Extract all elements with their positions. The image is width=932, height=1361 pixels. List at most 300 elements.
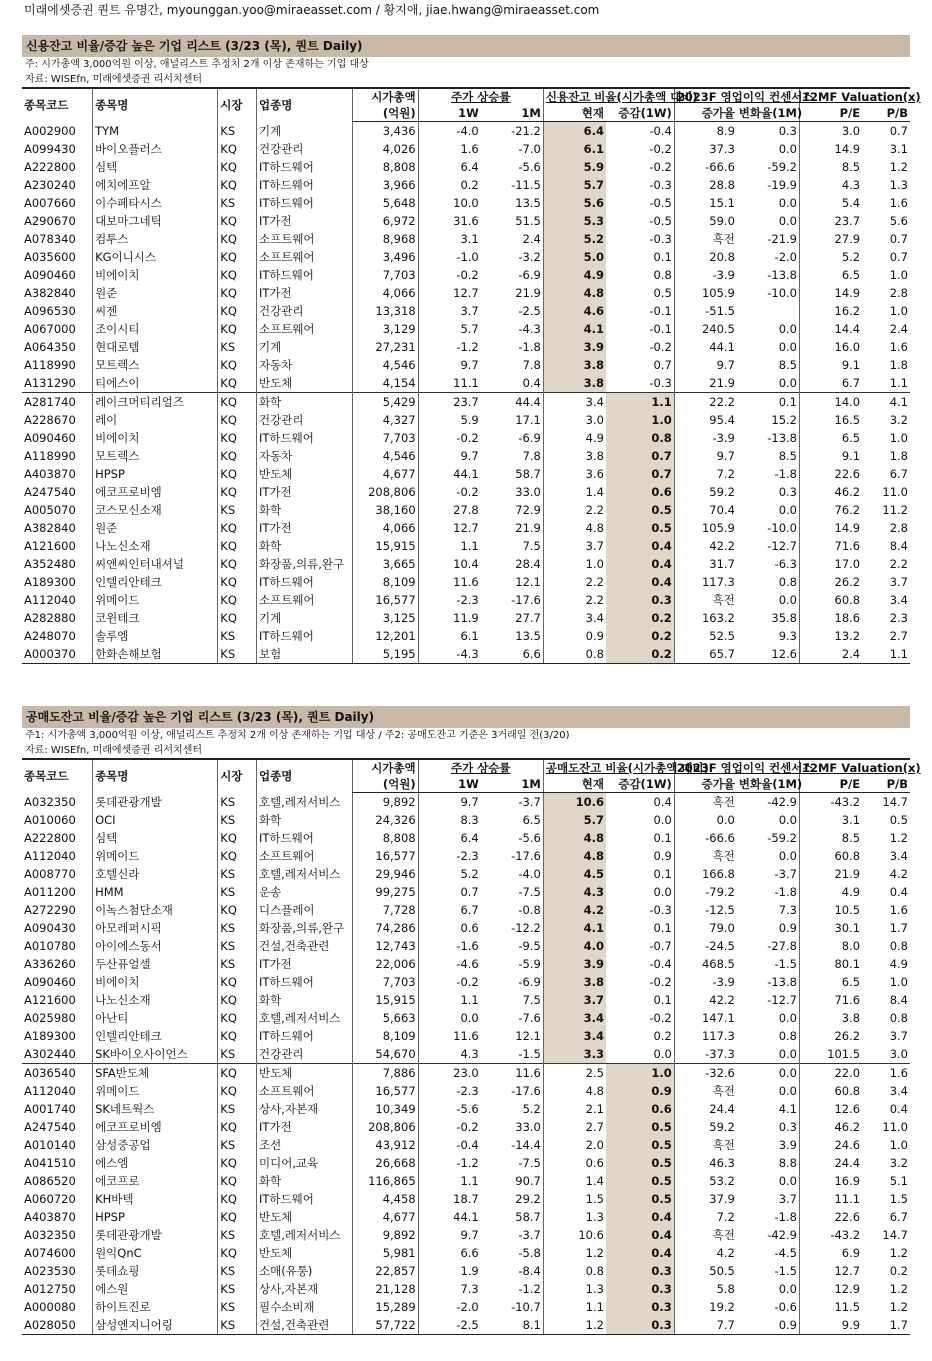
cell-return-1m: 33.0 xyxy=(515,485,541,499)
cell-return-1w: 27.8 xyxy=(418,501,481,519)
table-row xyxy=(22,284,910,302)
cell-op-revision: -1.5 xyxy=(774,1264,797,1278)
cell-code: A041510 xyxy=(24,1156,76,1170)
cell-return-1m: -17.6 xyxy=(511,849,541,863)
cell-op-revision: 3.7 xyxy=(778,1192,797,1206)
cell-op-revision: 0.0 xyxy=(737,1064,800,1083)
cell-ratio-change: 0.4 xyxy=(606,1226,674,1244)
table-row xyxy=(22,122,910,141)
cell-op-growth: 46.3 xyxy=(674,1154,737,1172)
cell-return-1m: -4.3 xyxy=(518,322,541,336)
cell-market-cap: 4,327 xyxy=(352,411,418,429)
cell-market: KQ xyxy=(218,573,257,591)
cell-code: A247540 xyxy=(24,1120,76,1134)
cell-op-growth: 9.7 xyxy=(674,447,737,465)
cell-code: A000080 xyxy=(24,1300,76,1314)
cell-pe: 17.0 xyxy=(800,555,863,573)
cell-return-1m: -1.8 xyxy=(518,340,541,354)
cell-ratio-current: 3.8 xyxy=(543,356,606,374)
cell-market: KQ xyxy=(218,411,257,429)
cell-ratio-change: 0.3 xyxy=(606,1280,674,1298)
cell-pb: 0.7 xyxy=(889,124,908,138)
cell-pe: 6.5 xyxy=(800,429,863,447)
cell-op-growth: 21.9 xyxy=(674,374,737,393)
table-row xyxy=(22,1298,910,1316)
cell-name: 비에이치 xyxy=(93,266,218,284)
cell-market-cap: 4,677 xyxy=(352,1208,418,1226)
cell-industry: IT하드웨어 xyxy=(257,1190,353,1208)
cell-market: KS xyxy=(218,645,257,664)
cell-industry: 건설,건축관련 xyxy=(257,1316,353,1335)
cell-code: A067000 xyxy=(24,322,76,336)
cell-industry: 반도체 xyxy=(257,1208,353,1226)
cell-industry: 화학 xyxy=(257,393,353,412)
table-row xyxy=(22,1136,910,1154)
cell-market: KS xyxy=(218,1045,257,1064)
header-growth: 증가율 xyxy=(674,776,737,793)
cell-code: A002900 xyxy=(24,123,76,138)
cell-return-1w: 5.2 xyxy=(418,865,481,883)
cell-op-revision: 15.2 xyxy=(771,413,797,427)
cell-market: KQ xyxy=(218,1118,257,1136)
table-row xyxy=(22,501,910,519)
cell-return-1w: -0.4 xyxy=(418,1136,481,1154)
cell-market-cap: 22,006 xyxy=(352,955,418,973)
cell-pe: 46.2 xyxy=(800,483,863,501)
cell-name: 바이오플러스 xyxy=(93,140,218,158)
cell-market-cap: 43,912 xyxy=(352,1136,418,1154)
cell-industry: 화학 xyxy=(257,537,353,555)
cell-market-cap: 5,648 xyxy=(352,194,418,212)
cell-industry: 기계 xyxy=(257,122,353,141)
cell-market: KQ xyxy=(218,356,257,374)
cell-market: KS xyxy=(218,811,257,829)
cell-pb: 0.4 xyxy=(889,885,908,899)
cell-ratio-change: 0.8 xyxy=(653,268,672,282)
cell-op-growth: 79.0 xyxy=(674,919,737,937)
cell-industry: IT하드웨어 xyxy=(257,1027,353,1045)
cell-return-1w: 31.6 xyxy=(418,212,481,230)
cell-pe: 27.9 xyxy=(800,230,863,248)
cell-op-revision: 8.5 xyxy=(778,449,797,463)
cell-ratio-current: 1.1 xyxy=(543,1298,606,1316)
cell-ratio-current: 2.1 xyxy=(543,1100,606,1118)
cell-op-revision: -4.5 xyxy=(774,1246,797,1260)
cell-op-revision: 8.8 xyxy=(778,1156,797,1170)
cell-return-1m: 8.1 xyxy=(481,1316,544,1335)
cell-code: A090460 xyxy=(24,431,76,445)
cell-return-1w: -4.6 xyxy=(418,955,481,973)
cell-ratio-current: 3.9 xyxy=(543,338,606,356)
cell-code: A118990 xyxy=(24,449,76,463)
cell-pb: 0.8 xyxy=(889,939,908,953)
cell-op-revision: 0.0 xyxy=(778,1047,797,1061)
cell-code: A099430 xyxy=(24,142,76,156)
cell-ratio-change: 0.4 xyxy=(606,1244,674,1262)
cell-name: 롯데관광개발 xyxy=(93,1226,218,1244)
cell-industry: IT가전 xyxy=(257,519,353,537)
cell-op-revision: 0.0 xyxy=(778,1084,797,1098)
cell-pe: 14.9 xyxy=(800,284,863,302)
cell-ratio-current: 3.0 xyxy=(543,411,606,429)
cell-ratio-current: 1.2 xyxy=(543,1316,606,1335)
cell-return-1m: 11.6 xyxy=(481,1064,544,1083)
cell-market: KS xyxy=(218,793,257,812)
table-row xyxy=(22,1009,910,1027)
cell-ratio-change: -0.3 xyxy=(649,376,672,390)
cell-return-1m: 6.5 xyxy=(522,813,541,827)
cell-code: A025980 xyxy=(24,1011,76,1025)
cell-ratio-current: 4.8 xyxy=(543,1082,606,1100)
cell-return-1w: 0.2 xyxy=(418,176,481,194)
cell-return-1w: 1.1 xyxy=(418,991,481,1009)
cell-code: A035600 xyxy=(24,250,76,264)
cell-op-growth: -66.6 xyxy=(674,158,737,176)
cell-industry: IT하드웨어 xyxy=(257,973,353,991)
cell-op-growth: -66.6 xyxy=(674,829,737,847)
cell-op-growth: -3.9 xyxy=(674,266,737,284)
cell-ratio-current: 4.8 xyxy=(543,847,606,865)
cell-pb: 1.1 xyxy=(889,376,908,390)
cell-name: 컴투스 xyxy=(93,230,218,248)
cell-market-cap: 3,496 xyxy=(352,248,418,266)
cell-name: 아모레퍼시픽 xyxy=(93,919,218,937)
cell-return-1w: -2.3 xyxy=(418,1082,481,1100)
table-row xyxy=(22,140,910,158)
cell-code: A403870 xyxy=(24,467,76,481)
cell-ratio-current: 0.8 xyxy=(543,645,606,664)
cell-ratio-change: -0.1 xyxy=(649,322,672,336)
table-row xyxy=(22,537,910,555)
cell-op-growth: 7.7 xyxy=(674,1316,737,1335)
cell-op-growth: 105.9 xyxy=(674,519,737,537)
table-row xyxy=(22,829,910,847)
header-industry: 업종명 xyxy=(257,759,353,793)
cell-pb: 1.6 xyxy=(889,903,908,917)
cell-code: A032350 xyxy=(24,794,76,809)
cell-market-cap: 4,066 xyxy=(352,519,418,537)
cell-ratio-current: 1.3 xyxy=(543,1208,606,1226)
header-name: 종목명 xyxy=(93,88,218,122)
cell-market-cap: 7,703 xyxy=(352,973,418,991)
cell-ratio-current: 10.6 xyxy=(543,1226,606,1244)
header-code: 종목코드 xyxy=(22,88,93,122)
cell-ratio-change: -0.2 xyxy=(649,1011,672,1025)
cell-name: 코스모신소재 xyxy=(93,501,218,519)
cell-market: KQ xyxy=(218,483,257,501)
cell-market: KS xyxy=(218,865,257,883)
cell-market-cap: 4,154 xyxy=(352,374,418,393)
cell-market-cap: 16,577 xyxy=(352,847,418,865)
cell-op-revision xyxy=(737,302,800,320)
cell-name: 대보마그네틱 xyxy=(93,212,218,230)
cell-op-growth: 9.7 xyxy=(674,356,737,374)
cell-op-growth: 24.4 xyxy=(674,1100,737,1118)
header-current: 현재 xyxy=(543,105,606,122)
cell-market-cap: 12,743 xyxy=(352,937,418,955)
cell-pe: 23.7 xyxy=(800,212,863,230)
cell-op-revision: 0.0 xyxy=(778,1282,797,1296)
cell-ratio-change: -0.5 xyxy=(649,196,672,210)
header-row xyxy=(22,88,910,105)
cell-op-growth: 117.3 xyxy=(674,1027,737,1045)
cell-return-1w: -4.3 xyxy=(418,645,481,664)
cell-code: A086520 xyxy=(24,1174,76,1188)
cell-name: 에코프로비엠 xyxy=(93,1118,218,1136)
cell-market-cap: 4,066 xyxy=(352,284,418,302)
cell-market: KS xyxy=(218,1262,257,1280)
header-1w: 1W xyxy=(418,776,481,793)
cell-ratio-current: 3.8 xyxy=(543,447,606,465)
cell-return-1m: -12.2 xyxy=(511,921,541,935)
cell-code: A000370 xyxy=(22,645,93,664)
cell-return-1w: 12.7 xyxy=(418,519,481,537)
cell-op-growth: 15.1 xyxy=(674,194,737,212)
cell-pe: 8.5 xyxy=(799,829,862,847)
table-row xyxy=(22,1064,910,1083)
cell-pb: 11.0 xyxy=(882,485,908,499)
cell-return-1m: -3.7 xyxy=(518,1228,541,1242)
cell-code: A382840 xyxy=(24,286,76,300)
cell-market-cap: 15,915 xyxy=(352,537,418,555)
cell-ratio-current: 3.6 xyxy=(543,465,606,483)
cell-ratio-current: 3.8 xyxy=(543,973,606,991)
cell-return-1m: 29.2 xyxy=(515,1192,541,1206)
cell-market: KQ xyxy=(218,829,257,847)
cell-market: KQ xyxy=(218,847,257,865)
cell-ratio-current: 5.7 xyxy=(543,811,606,829)
header-valuation: 12MF Valuation(x) xyxy=(799,759,910,776)
cell-return-1w: -2.3 xyxy=(418,847,481,865)
cell-ratio-current: 1.4 xyxy=(543,1172,606,1190)
cell-op-growth: 163.2 xyxy=(674,609,737,627)
cell-ratio-current: 4.1 xyxy=(543,919,606,937)
cell-pb: 1.6 xyxy=(862,1064,910,1083)
cell-name: 위메이드 xyxy=(93,1082,218,1100)
cell-industry: 건강관리 xyxy=(257,411,353,429)
cell-name: 레이 xyxy=(93,411,218,429)
cell-pb: 1.5 xyxy=(889,1192,908,1206)
cell-return-1w: 8.3 xyxy=(418,811,481,829)
cell-pe: 18.6 xyxy=(800,609,863,627)
cell-name: KG이니시스 xyxy=(93,248,218,266)
cell-pb: 1.2 xyxy=(889,1300,908,1314)
header-price-return: 주가 상승률 xyxy=(418,88,543,105)
cell-market-cap: 208,806 xyxy=(352,1118,418,1136)
cell-return-1m: 21.9 xyxy=(515,521,541,535)
cell-industry: 자동차 xyxy=(257,356,353,374)
cell-op-growth: 50.5 xyxy=(674,1262,737,1280)
cell-return-1m: 6.6 xyxy=(481,645,544,664)
cell-op-growth: 흑전 xyxy=(674,847,737,865)
cell-pe: 3.1 xyxy=(799,811,862,829)
cell-op-growth: 240.5 xyxy=(674,320,737,338)
cell-op-revision: 0.0 xyxy=(778,503,797,517)
cell-ratio-current: 1.4 xyxy=(543,483,606,501)
cell-market-cap: 4,546 xyxy=(352,447,418,465)
cell-industry: 필수소비재 xyxy=(257,1298,353,1316)
cell-op-growth: -37.3 xyxy=(674,1045,737,1064)
cell-op-growth: -3.9 xyxy=(674,973,737,991)
cell-name: 에스엠 xyxy=(93,1154,218,1172)
cell-op-growth: 28.8 xyxy=(674,176,737,194)
header-change: 증감(1W) xyxy=(606,105,674,122)
cell-market-cap: 7,886 xyxy=(352,1064,418,1083)
cell-name: 삼성중공업 xyxy=(93,1136,218,1154)
cell-pe: 6.5 xyxy=(800,266,863,284)
cell-code: A121600 xyxy=(24,539,76,553)
cell-industry: IT가전 xyxy=(257,1118,353,1136)
cell-return-1w: 5.9 xyxy=(418,411,481,429)
cell-return-1m: -6.9 xyxy=(518,975,541,989)
table-row xyxy=(22,266,910,284)
table-row xyxy=(22,1118,910,1136)
cell-op-revision: 0.8 xyxy=(778,1029,797,1043)
cell-ratio-current: 6.4 xyxy=(543,122,606,141)
cell-market-cap: 5,981 xyxy=(352,1244,418,1262)
cell-return-1w: 9.7 xyxy=(418,793,481,812)
cell-market: KQ xyxy=(218,1154,257,1172)
table-row xyxy=(22,1045,910,1064)
cell-code: A032350 xyxy=(24,1228,76,1242)
cell-code: A382840 xyxy=(24,521,76,535)
cell-op-revision: 0.0 xyxy=(778,1174,797,1188)
cell-pb: 1.8 xyxy=(889,449,908,463)
cell-pe: 14.4 xyxy=(800,320,863,338)
header-1m: 1M xyxy=(481,105,544,122)
cell-pe: 30.1 xyxy=(799,919,862,937)
cell-industry: 화장품,의류,완구 xyxy=(257,919,353,937)
table-row xyxy=(22,483,910,501)
cell-name: 씨앤씨인터내셔널 xyxy=(93,555,218,573)
cell-market: KQ xyxy=(218,537,257,555)
cell-return-1m: 27.7 xyxy=(515,611,541,625)
table-row xyxy=(22,230,910,248)
cell-return-1m: -1.5 xyxy=(518,1047,541,1061)
cell-market-cap: 3,125 xyxy=(352,609,418,627)
cell-op-growth: 105.9 xyxy=(674,284,737,302)
cell-op-revision: 0.0 xyxy=(778,593,797,607)
cell-return-1m: 58.7 xyxy=(515,1210,541,1224)
cell-market-cap: 24,326 xyxy=(352,811,418,829)
header-revision: 변화율(1M) xyxy=(738,777,803,791)
cell-name: 이수페타시스 xyxy=(93,194,218,212)
cell-industry: IT하드웨어 xyxy=(257,266,353,284)
cell-industry: 건강관리 xyxy=(257,302,353,320)
cell-name: 모트렉스 xyxy=(93,356,218,374)
cell-ratio-current: 4.8 xyxy=(543,829,606,847)
cell-return-1w: 11.6 xyxy=(418,573,481,591)
header-market: 시장 xyxy=(218,88,257,122)
cell-op-revision: -0.6 xyxy=(774,1300,797,1314)
header-pb: P/B xyxy=(862,776,910,793)
cell-op-revision: 12.6 xyxy=(737,645,800,664)
cell-pb: 0.4 xyxy=(889,1102,908,1116)
cell-pe: -43.2 xyxy=(799,1226,862,1244)
cell-pe: 16.0 xyxy=(800,338,863,356)
cell-return-1m: 33.0 xyxy=(515,1120,541,1134)
cell-pe: 14.9 xyxy=(800,519,863,537)
table-row xyxy=(22,1100,910,1118)
cell-return-1m: -7.0 xyxy=(518,142,541,156)
cell-market: KQ xyxy=(218,1208,257,1226)
table-row xyxy=(22,883,910,901)
cell-pb: 3.1 xyxy=(889,142,908,156)
cell-ratio-current: 1.2 xyxy=(543,1244,606,1262)
cell-return-1w: 7.3 xyxy=(418,1280,481,1298)
cell-industry: IT가전 xyxy=(257,284,353,302)
cell-pb: 6.7 xyxy=(889,1210,908,1224)
cell-market: KQ xyxy=(218,973,257,991)
cell-pb: 1.2 xyxy=(889,1246,908,1260)
cell-ratio-change: 0.5 xyxy=(606,1172,674,1190)
cell-pb: 4.9 xyxy=(889,957,908,971)
cell-name: 호텔신라 xyxy=(93,865,218,883)
cell-op-growth: 166.8 xyxy=(674,865,737,883)
cell-pb: 1.3 xyxy=(889,178,908,192)
cell-industry: IT하드웨어 xyxy=(257,627,353,645)
cell-ratio-change: 0.8 xyxy=(606,429,674,447)
cell-market: KQ xyxy=(218,320,257,338)
cell-ratio-current: 10.6 xyxy=(543,793,606,812)
cell-op-revision: 0.0 xyxy=(778,813,797,827)
cell-return-1w: 11.1 xyxy=(418,374,481,393)
cell-ratio-current: 3.4 xyxy=(543,1009,606,1027)
table-row xyxy=(22,320,910,338)
header-valuation: 12MF Valuation(x) xyxy=(800,88,911,105)
cell-op-revision: 0.0 xyxy=(778,1011,797,1025)
cell-op-growth: -24.5 xyxy=(674,937,737,955)
cell-pe: 22.6 xyxy=(800,465,863,483)
cell-op-growth: 468.5 xyxy=(674,955,737,973)
cell-name: 에스원 xyxy=(93,1280,218,1298)
cell-return-1w: -0.2 xyxy=(418,429,481,447)
cell-market: KQ xyxy=(218,591,257,609)
table-row xyxy=(22,374,910,393)
cell-return-1w: 6.1 xyxy=(418,627,481,645)
cell-ratio-change: 1.1 xyxy=(606,393,674,412)
cell-code: A131290 xyxy=(24,376,76,390)
cell-ratio-change: 0.4 xyxy=(606,573,674,591)
cell-code: A010780 xyxy=(24,939,76,953)
cell-op-revision: 7.3 xyxy=(778,903,797,917)
cell-market-cap: 8,109 xyxy=(352,1027,418,1045)
cell-ratio-change: -0.2 xyxy=(649,142,672,156)
cell-market-cap: 4,458 xyxy=(352,1190,418,1208)
cell-market-cap: 5,663 xyxy=(352,1009,418,1027)
cell-return-1w: 11.9 xyxy=(418,609,481,627)
cell-pe: 3.8 xyxy=(799,1009,862,1027)
cell-op-revision: -13.8 xyxy=(767,268,797,282)
cell-return-1m: -17.6 xyxy=(511,593,541,607)
cell-pb: 3.4 xyxy=(889,593,908,607)
cell-pb: 1.1 xyxy=(862,645,910,664)
cell-market: KQ xyxy=(218,140,257,158)
cell-market-cap: 7,703 xyxy=(352,266,418,284)
cell-ratio-change: -0.3 xyxy=(649,178,672,192)
cell-return-1m: -9.5 xyxy=(518,939,541,953)
cell-code: A090430 xyxy=(24,921,76,935)
cell-pb: 2.2 xyxy=(889,557,908,571)
cell-code: A007660 xyxy=(24,196,76,210)
cell-return-1w: -2.3 xyxy=(418,591,481,609)
cell-return-1m: 44.4 xyxy=(481,393,544,412)
cell-market-cap: 13,318 xyxy=(352,302,418,320)
cell-return-1m: 7.5 xyxy=(522,539,541,553)
cell-ratio-current: 4.8 xyxy=(543,284,606,302)
cell-industry: 호텔,레저서비스 xyxy=(257,1226,353,1244)
cell-return-1m: 90.7 xyxy=(515,1174,541,1188)
